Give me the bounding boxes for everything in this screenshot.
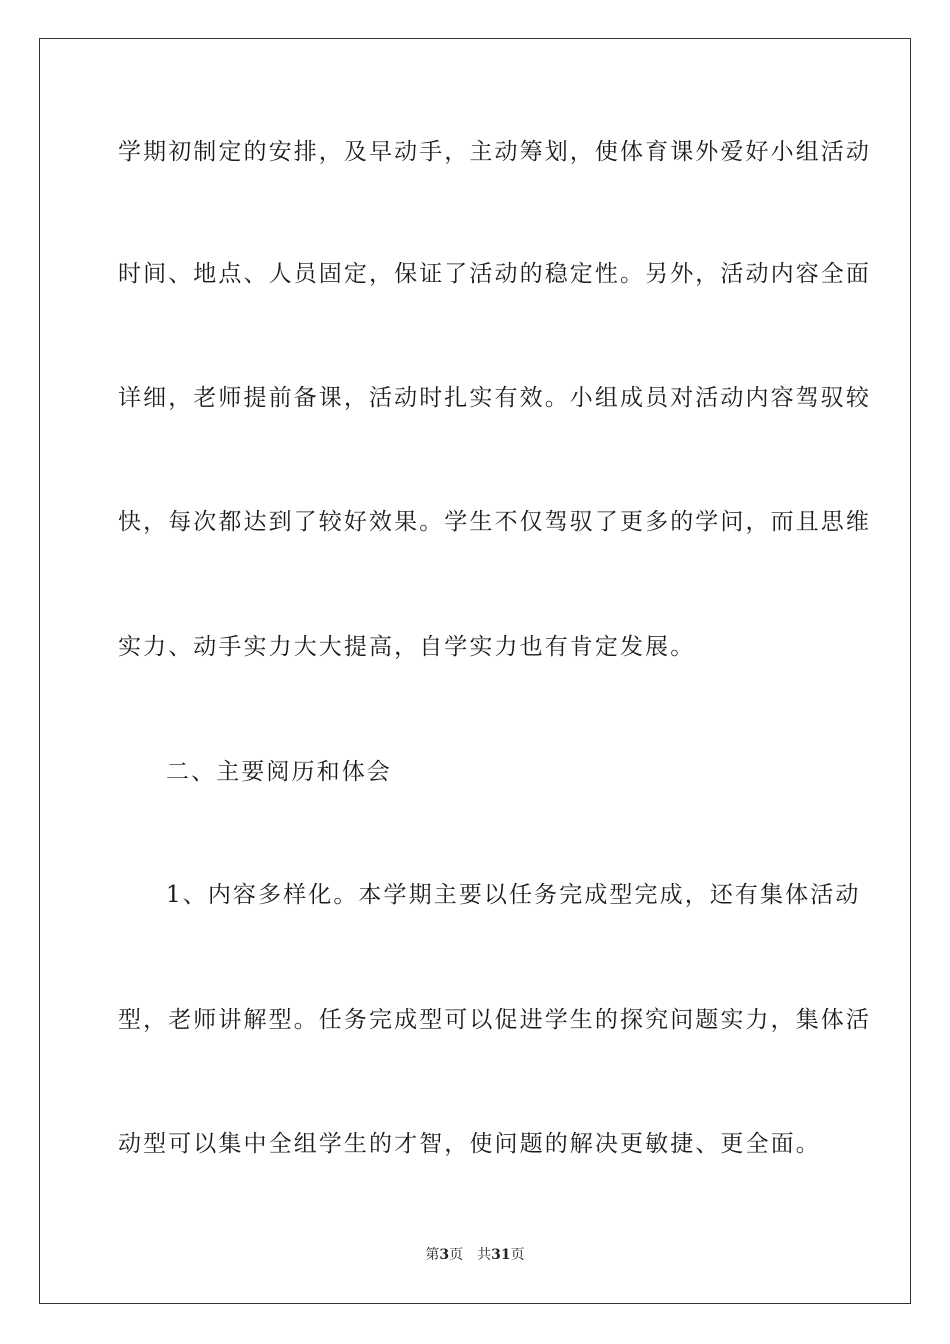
body-text-line-6: 1、内容多样化。本学期主要以任务完成型完成，还有集体活动 <box>166 882 861 908</box>
total-pages: 31 <box>491 1247 511 1263</box>
page-number: 3 <box>439 1247 450 1263</box>
page-label-suffix: 页 <box>449 1247 464 1263</box>
body-text-line-1: 学期初制定的安排，及早动手，主动筹划，使体育课外爱好小组活动 <box>118 139 871 165</box>
page-label-prefix: 第 <box>425 1247 440 1263</box>
page-border <box>39 38 911 1304</box>
total-label-prefix: 共 <box>477 1247 492 1263</box>
body-text-line-5: 实力、动手实力大大提高，自学实力也有肯定发展。 <box>118 634 696 660</box>
body-text-line-4: 快，每次都达到了较好效果。学生不仅驾驭了更多的学问，而且思维 <box>118 509 871 535</box>
body-text-line-8: 动型可以集中全组学生的才智，使问题的解决更敏捷、更全面。 <box>118 1131 821 1157</box>
total-label-suffix: 页 <box>510 1247 525 1263</box>
body-text-line-7: 型，老师讲解型。任务完成型可以促进学生的探究问题实力，集体活 <box>118 1007 871 1033</box>
page-footer <box>0 1246 950 1264</box>
body-text-line-3: 详细，老师提前备课，活动时扎实有效。小组成员对活动内容驾驭较 <box>118 385 871 411</box>
body-text-line-2: 时间、地点、人员固定，保证了活动的稳定性。另外，活动内容全面 <box>118 261 871 287</box>
section-heading: 二、主要阅历和体会 <box>166 759 392 785</box>
